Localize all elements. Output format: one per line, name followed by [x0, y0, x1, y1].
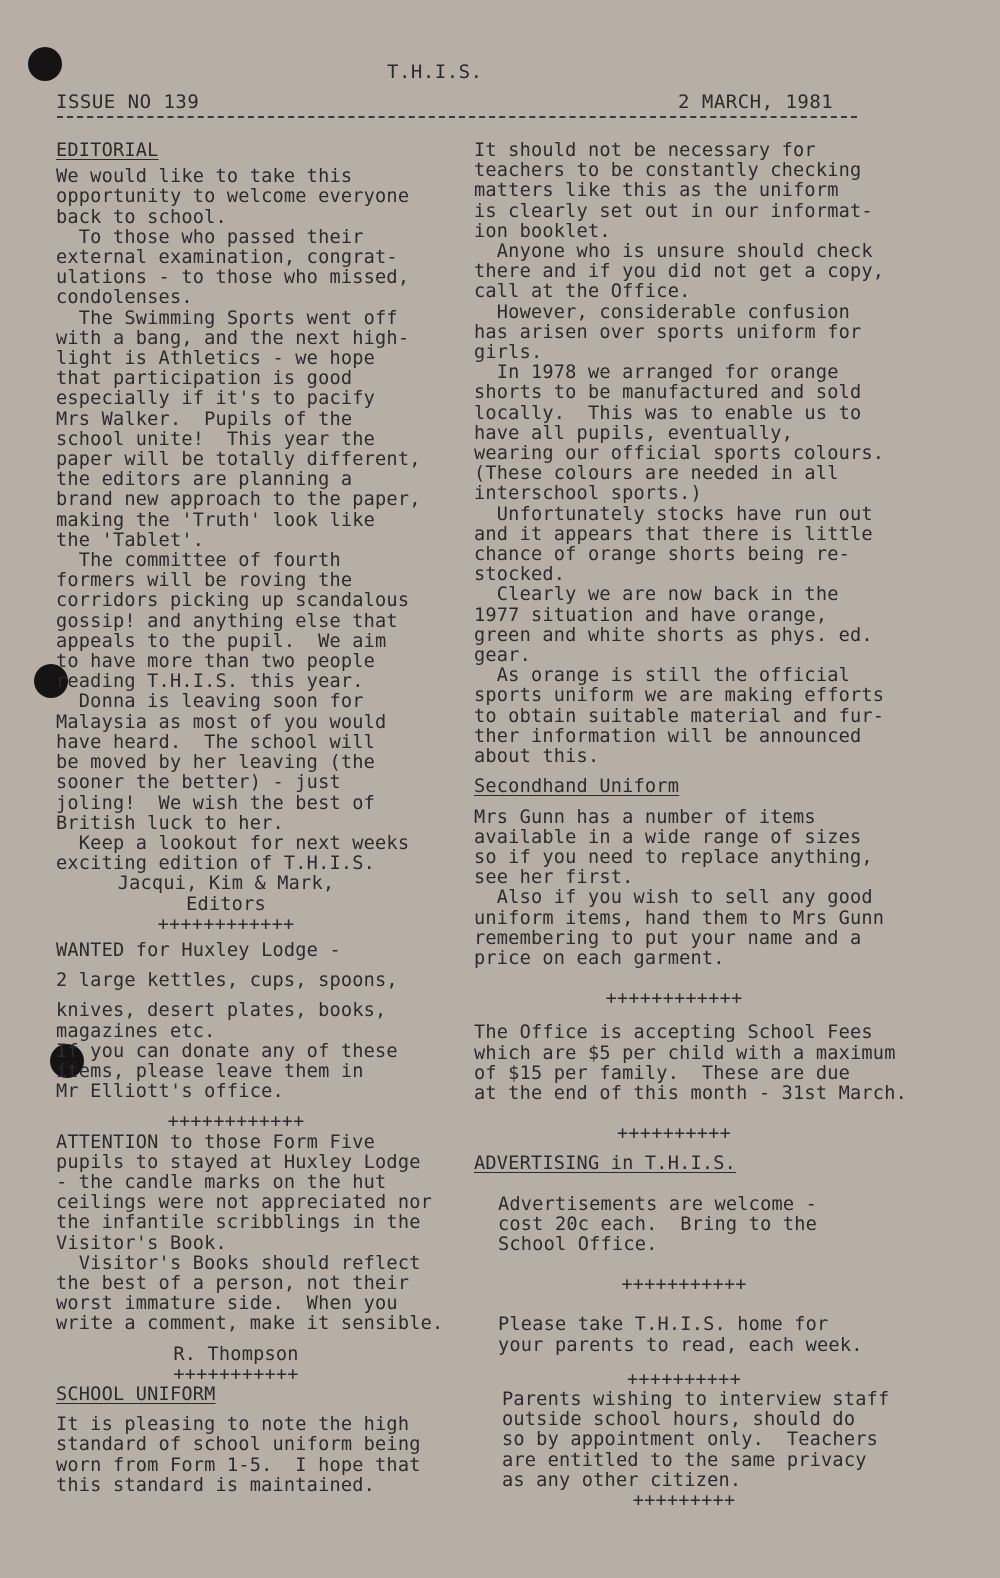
newsletter-title: T.H.I.S.	[387, 61, 483, 83]
uniform-continued-line: ther information will be announced	[474, 725, 862, 747]
editorial-line: Keep a lookout for next weeks	[56, 832, 410, 854]
uniform-continued-line: Unfortunately stocks have run out	[474, 503, 873, 525]
wanted-line: 2 large kettles, cups, spoons,	[56, 970, 398, 992]
issue-date: 2 MARCH, 1981	[678, 91, 834, 113]
editorial-line: external examination, congrat-	[56, 247, 398, 269]
wanted-line: If you can donate any of these	[56, 1040, 398, 1062]
editorial-body	[56, 167, 476, 874]
wanted-line: WANTED for Huxley Lodge -	[56, 939, 341, 961]
secondhand-line: Mrs Gunn has a number of items	[474, 806, 816, 828]
advertising-heading: ADVERTISING in T.H.I.S.	[474, 1153, 737, 1175]
secondhand-line: Also if you wish to sell any good	[474, 887, 873, 909]
school-fees-notice	[474, 1023, 974, 1104]
uniform-continued-line: Anyone who is unsure should check	[474, 241, 873, 263]
attention-line: worst immature side. When you	[56, 1293, 398, 1315]
editorial-line: paper will be totally different,	[56, 449, 421, 471]
editorial-line: that participation is good	[56, 368, 353, 390]
uniform-continued-body	[474, 141, 974, 767]
uniform-continued-line: shorts to be manufactured and sold	[474, 382, 862, 404]
editorial-line: reading T.H.I.S. this year.	[56, 671, 364, 693]
editorial-line: exciting edition of T.H.I.S.	[56, 853, 376, 875]
left-column	[56, 141, 476, 1496]
editorial-line: British luck to her.	[56, 812, 284, 834]
separator: +++++++++++	[621, 1274, 747, 1296]
separator: +++++++++++	[173, 1363, 299, 1385]
attention-line: the infantile scribblings in the	[56, 1212, 421, 1234]
uniform-continued-line: interschool sports.)	[474, 483, 702, 505]
school-uniform-heading: SCHOOL UNIFORM	[56, 1383, 216, 1405]
wanted-line: items, please leave them in	[56, 1060, 364, 1082]
uniform-continued-line: stocked.	[474, 564, 566, 586]
attention-line: ceilings were not appreciated nor	[56, 1192, 433, 1214]
parents-line: Parents wishing to interview staff	[502, 1388, 890, 1410]
editorial-line: Donna is leaving soon for	[56, 691, 364, 713]
parents-notice	[474, 1390, 974, 1491]
secondhand-line: uniform items, hand them to Mrs Gunn	[474, 907, 885, 929]
school-fees-line: which are $5 per child with a maximum	[474, 1042, 896, 1064]
uniform-continued-line: is clearly set out in our informat-	[474, 200, 873, 222]
right-column	[474, 141, 974, 1511]
uniform-continued-line: teachers to be constantly checking	[474, 160, 862, 182]
uniform-continued-line: gear.	[474, 645, 531, 667]
school-uniform-line: standard of school uniform being	[56, 1434, 421, 1456]
secondhand-uniform-body	[474, 808, 974, 970]
editorial-line: have heard. The school will	[56, 731, 376, 753]
editorial-line: The Swimming Sports went off	[56, 307, 398, 329]
editorial-line: ulations - to those who missed,	[56, 267, 410, 289]
wanted-notice	[56, 941, 476, 1102]
uniform-continued-line: (These colours are needed in all	[474, 463, 839, 485]
editorial-heading: EDITORIAL	[56, 140, 159, 161]
uniform-continued-line: It should not be necessary for	[474, 140, 816, 161]
school-uniform-body	[56, 1415, 476, 1496]
uniform-continued-line: sports uniform we are making efforts	[474, 685, 885, 707]
uniform-continued-line: In 1978 we arranged for orange	[474, 362, 839, 384]
parents-line: so by appointment only. Teachers	[502, 1429, 879, 1451]
attention-line: - the candle marks on the hut	[56, 1171, 387, 1193]
editorial-line: gossip! and anything else that	[56, 610, 398, 632]
school-uniform-line: worn from Form 1-5. I hope that	[56, 1454, 421, 1476]
attention-line: write a comment, make it sensible.	[56, 1313, 444, 1335]
parents-line: as any other citizen.	[502, 1469, 742, 1491]
advertising-line: cost 20c each. Bring to the	[498, 1213, 818, 1235]
editorial-line: especially if it's to pacify	[56, 388, 376, 410]
take-home-line: Please take T.H.I.S. home for	[498, 1314, 829, 1336]
uniform-continued-line: girls.	[474, 342, 543, 364]
attention-line: ATTENTION to those Form Five	[56, 1131, 376, 1153]
advertising-line: Advertisements are welcome -	[498, 1193, 818, 1215]
secondhand-line: remembering to put your name and a	[474, 927, 862, 949]
editorial-line: school unite! This year the	[56, 428, 376, 450]
separator: ++++++++++++	[157, 913, 295, 935]
editorial-line: formers will be roving the	[56, 570, 353, 592]
attention-line: Visitor's Books should reflect	[56, 1252, 421, 1274]
separator: +++++++++	[632, 1489, 736, 1511]
attention-line: the best of a person, not their	[56, 1272, 410, 1294]
uniform-continued-line: 1977 situation and have orange,	[474, 604, 828, 626]
uniform-continued-line: As orange is still the official	[474, 665, 851, 687]
editorial-line: the 'Tablet'.	[56, 529, 205, 551]
uniform-continued-line: call at the Office.	[474, 281, 691, 303]
editorial-line: joling! We wish the best of	[56, 792, 376, 814]
attention-line: pupils to stayed at Huxley Lodge	[56, 1151, 421, 1173]
editorial-line: brand new approach to the paper,	[56, 489, 421, 511]
editorial-line: to have more than two people	[56, 651, 376, 673]
attention-line: Visitor's Book.	[56, 1232, 227, 1254]
editorial-line: corridors picking up scandalous	[56, 590, 410, 612]
uniform-continued-line: wearing our official sports colours.	[474, 443, 885, 465]
separator: ++++++++++++	[167, 1111, 305, 1133]
header-divider	[57, 116, 857, 118]
editorial-line: The committee of fourth	[56, 550, 341, 572]
wanted-line: magazines etc.	[56, 1020, 216, 1042]
separator: ++++++++++++	[605, 988, 743, 1010]
school-fees-line: The Office is accepting School Fees	[474, 1022, 873, 1044]
school-fees-line: of $15 per family. These are due	[474, 1062, 851, 1084]
editorial-line: We would like to take this	[56, 166, 353, 188]
school-fees-line: at the end of this month - 31st March.	[474, 1082, 907, 1104]
editorial-line: opportunity to welcome everyone	[56, 186, 410, 208]
secondhand-line: so if you need to replace anything,	[474, 846, 873, 868]
take-home-notice	[474, 1315, 974, 1355]
advertising-body	[474, 1195, 974, 1256]
editorial-line: sooner the better) - just	[56, 772, 341, 794]
separator: ++++++++++	[617, 1123, 731, 1145]
secondhand-line: available in a wide range of sizes	[474, 826, 862, 848]
uniform-continued-line: locally. This was to enable us to	[474, 402, 862, 424]
issue-number: ISSUE NO 139	[56, 91, 200, 113]
editorial-line: condolenses.	[56, 287, 193, 309]
uniform-continued-line: chance of orange shorts being re-	[474, 544, 851, 566]
secondhand-uniform-heading: Secondhand Uniform	[474, 776, 680, 798]
editorial-line: back to school.	[56, 206, 227, 228]
editorial-line: Mrs Walker. Pupils of the	[56, 408, 353, 430]
editorial-line: with a bang, and the next high-	[56, 327, 410, 349]
uniform-continued-line: ion booklet.	[474, 220, 611, 242]
uniform-continued-line: have all pupils, eventually,	[474, 422, 794, 444]
parents-line: outside school hours, should do	[502, 1409, 856, 1431]
editorial-signature-role: Editors	[186, 893, 266, 915]
editorial-line: light is Athletics - we hope	[56, 348, 376, 370]
parents-line: are entitled to the same privacy	[502, 1449, 867, 1471]
school-uniform-line: this standard is maintained.	[56, 1474, 376, 1496]
editorial-line: be moved by her leaving (the	[56, 752, 376, 774]
attention-signature: R. Thompson	[173, 1343, 299, 1365]
wanted-line: knives, desert plates, books,	[56, 1000, 387, 1022]
editorial-line: To those who passed their	[56, 226, 364, 248]
secondhand-line: price on each garment.	[474, 947, 725, 969]
uniform-continued-line: and it appears that there is little	[474, 523, 873, 545]
take-home-line: your parents to read, each week.	[498, 1334, 863, 1356]
editorial-line: appeals to the pupil. We aim	[56, 630, 387, 652]
wanted-line: Mr Elliott's office.	[56, 1081, 284, 1103]
editorial-line: Malaysia as most of you would	[56, 711, 387, 733]
uniform-continued-line: green and white shorts as phys. ed.	[474, 624, 873, 646]
punch-hole-top	[28, 47, 62, 81]
uniform-continued-line: Clearly we are now back in the	[474, 584, 839, 606]
uniform-continued-line: there and if you did not get a copy,	[474, 261, 885, 283]
editorial-signature-names: Jacqui, Kim & Mark,	[117, 873, 335, 895]
secondhand-line: see her first.	[474, 867, 634, 889]
uniform-continued-line: has arisen over sports uniform for	[474, 321, 862, 343]
school-uniform-line: It is pleasing to note the high	[56, 1414, 410, 1436]
attention-notice	[56, 1133, 476, 1335]
uniform-continued-line: However, considerable confusion	[474, 301, 851, 323]
editorial-line: the editors are planning a	[56, 469, 353, 491]
uniform-continued-line: about this.	[474, 746, 600, 768]
uniform-continued-line: matters like this as the uniform	[474, 180, 839, 202]
uniform-continued-line: to obtain suitable material and fur-	[474, 705, 885, 727]
advertising-line: School Office.	[498, 1233, 658, 1255]
editorial-line: making the 'Truth' look like	[56, 509, 376, 531]
separator: ++++++++++	[627, 1368, 741, 1390]
